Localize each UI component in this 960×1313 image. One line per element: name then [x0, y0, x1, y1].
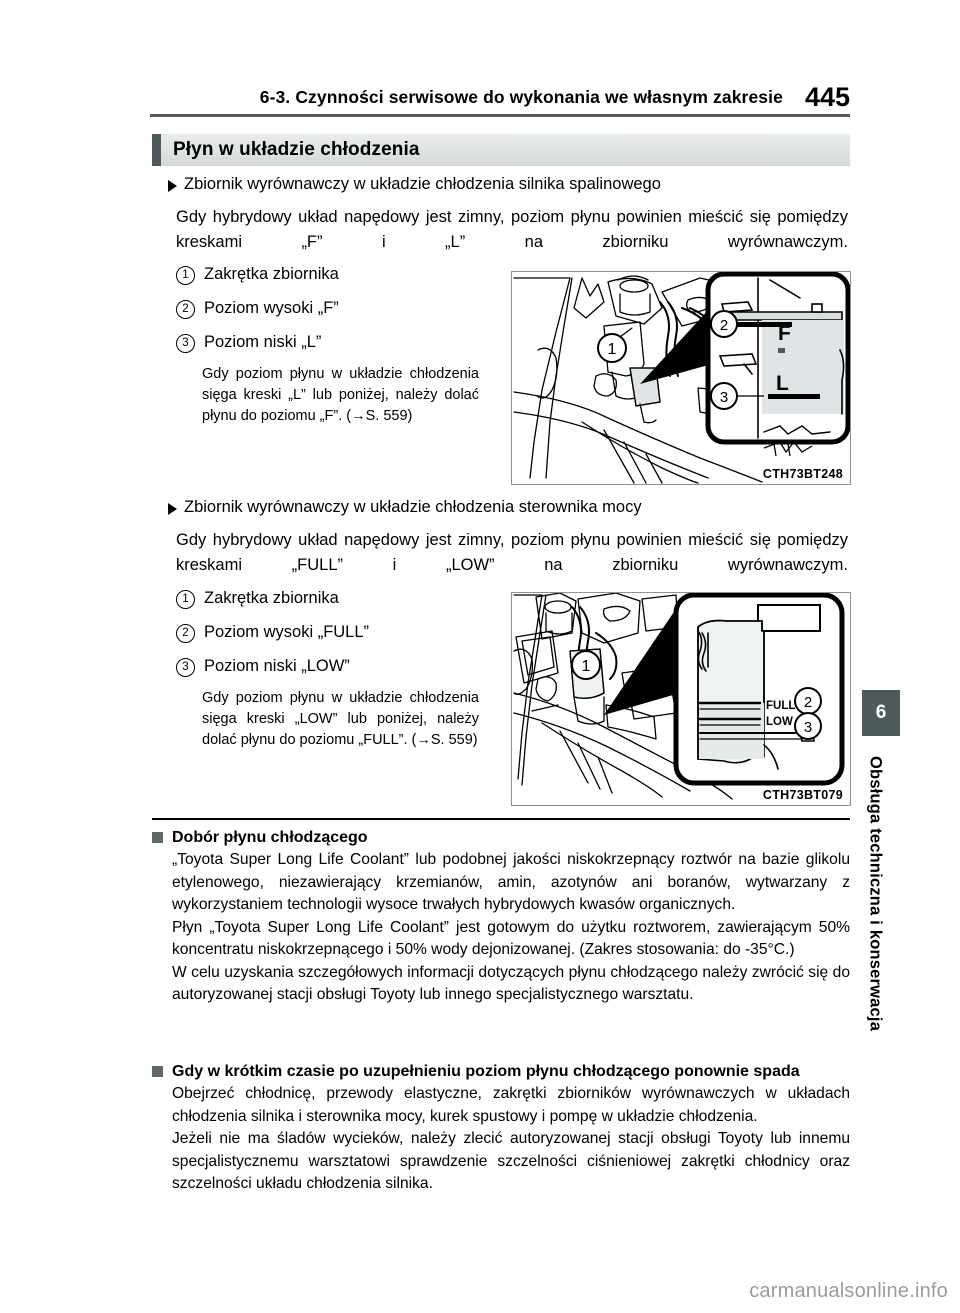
section-title: Płyn w układzie chłodzenia [173, 139, 420, 160]
figure1-mark-F: F [778, 322, 791, 345]
list-item [176, 620, 496, 645]
figure2-callout-3: 3 [803, 719, 813, 736]
page-number: 445 [804, 82, 850, 112]
block1-subhead [168, 175, 848, 194]
note-body [172, 1083, 850, 1196]
page-header [150, 72, 850, 112]
callout-label: Zakrętka zbiornika [204, 265, 339, 283]
figure1-mark-L: L [776, 372, 789, 395]
triangle-bullet-icon [168, 503, 177, 515]
figure2-code: CTH73BT079 [762, 788, 843, 802]
block2-numbered-list [176, 586, 496, 751]
section-accent-block [152, 134, 161, 166]
list-item [176, 330, 496, 355]
callout-number: 2 [176, 300, 195, 319]
notes-separator [152, 818, 850, 820]
note-heading-row [152, 1060, 850, 1083]
note-heading: Dobór płynu chłodzącego [172, 829, 368, 846]
block1-subhead-text: Zbiornik wyrównawczy w układzie chłodzenia silnika spalinowego [184, 175, 661, 193]
block1-paragraph: Gdy hybrydowy układ napędowy jest zimny, poziom płynu powinien mieścić się pomiędzy kreskami „F” i „L” na zbiorniku wyrównawczym. [176, 208, 848, 251]
callout-number: 3 [176, 334, 195, 353]
square-bullet-icon [152, 1066, 163, 1077]
figure1-code: CTH73BT248 [762, 467, 843, 481]
block2-subnote: Gdy poziom płynu w układzie chłodzenia sięga kreski „LOW” lub poniżej, należy dolać płynu do poziomu „FULL”. (→S. 559) [202, 690, 479, 748]
callout-label: Poziom niski „LOW” [204, 657, 350, 675]
figure1-callout-2: 2 [719, 317, 729, 334]
figure1-callout-3: 3 [719, 389, 729, 406]
callout-number: 1 [176, 590, 195, 609]
figure2-callout-2: 2 [803, 694, 813, 711]
callout-label: Zakrętka zbiornika [204, 589, 339, 607]
note-paragraph: Jeżeli nie ma śladów wycieków, należy zlecić autoryzowanej stacji obsługi Toyoty lub innemu specjalistycznemu warsztatowi sprawdzenie szczelności ciśnieniowej zakrętki chłodnicy oraz szczelności układu chłodzenia silnika. [172, 1130, 850, 1192]
figure2-callout-1: 1 [581, 658, 591, 675]
figure-1-illustration [512, 272, 850, 484]
note-paragraph: Płyn „Toyota Super Long Life Coolant” jest gotowym do użytku roztworem, zawierającym 50% koncentratu niskokrzepnącego i 50% wody dejonizowanej. (Zakres stosowania: do -35°C.) [172, 918, 850, 958]
figure-2-illustration [512, 593, 850, 805]
header-section-title: 6-3. Czynności serwisowe do wykonania we własnym zakresie [259, 87, 783, 107]
note-paragraph: W celu uzyskania szczegółowych informacji dotyczących płynu chłodzącego należy zwrócić się do autoryzowanej stacji obsługi Toyoty lub innego specjalistycznego warsztatu. [172, 963, 850, 1003]
note-paragraph: „Toyota Super Long Life Coolant” lub podobnej jakości niskokrzepnący roztwór na bazie glikolu etylenowego, niezawierający krzemianów, amin, azotynów ani boranów, wytwarzany z wykorzystaniem technologii wysoce trwałych hybrydowych kwasów organicznych. [172, 851, 850, 913]
list-item [176, 262, 496, 287]
callout-label: Poziom wysoki „FULL” [204, 623, 370, 641]
note-heading-row [152, 826, 850, 849]
side-tab-label [857, 756, 893, 1086]
callout-number: 3 [176, 658, 195, 677]
list-item [176, 654, 496, 679]
header-rule [150, 114, 850, 117]
block1-subnote: Gdy poziom płynu w układzie chłodzenia sięga kreski „L” lub poniżej, należy dolać płynu do poziomu „F”. (→S. 559) [202, 366, 479, 424]
figure2-mark-FULL: FULL [766, 700, 796, 712]
block2-subhead-text: Zbiornik wyrównawczy w układzie chłodzenia sterownika mocy [184, 498, 642, 516]
callout-number: 1 [176, 266, 195, 285]
block2-paragraph: Gdy hybrydowy układ napędowy jest zimny, poziom płynu powinien mieścić się pomiędzy kreskami „FULL” i „LOW” na zbiorniku wyrównawczym. [176, 531, 848, 574]
note-coolant-selection [152, 826, 850, 1007]
figure-power-control-coolant-reservoir [511, 592, 851, 806]
note-body [172, 849, 850, 1007]
side-tab-number: 6 [862, 690, 900, 736]
square-bullet-icon [152, 832, 163, 843]
note-paragraph: Obejrzeć chłodnicę, przewody elastyczne, zakrętki zbiorników wyrównawczych w układach chłodzenia silnika i sterownika mocy, kurek spustowy i pompę w układzie chłodzenia. [172, 1085, 850, 1125]
note-heading: Gdy w krótkim czasie po uzupełnieniu poziom płynu chłodzącego ponownie spada [172, 1063, 800, 1080]
triangle-bullet-icon [168, 180, 177, 192]
figure1-callout-1: 1 [607, 341, 617, 358]
list-item [176, 586, 496, 611]
callout-label: Poziom niski „L” [204, 333, 322, 351]
side-tab-label-text: Obsługa techniczna i konserwacja [866, 756, 885, 1032]
block1-numbered-list [176, 262, 496, 427]
watermark: carmanualsonline.info [749, 1280, 948, 1302]
note-level-drops-again [152, 1060, 850, 1196]
figure2-mark-LOW: LOW [766, 716, 793, 728]
block2-subhead [168, 498, 848, 517]
section-title-bar [152, 134, 850, 166]
callout-label: Poziom wysoki „F” [204, 299, 339, 317]
callout-number: 2 [176, 624, 195, 643]
figure-engine-coolant-reservoir [511, 271, 851, 485]
list-item [176, 296, 496, 321]
